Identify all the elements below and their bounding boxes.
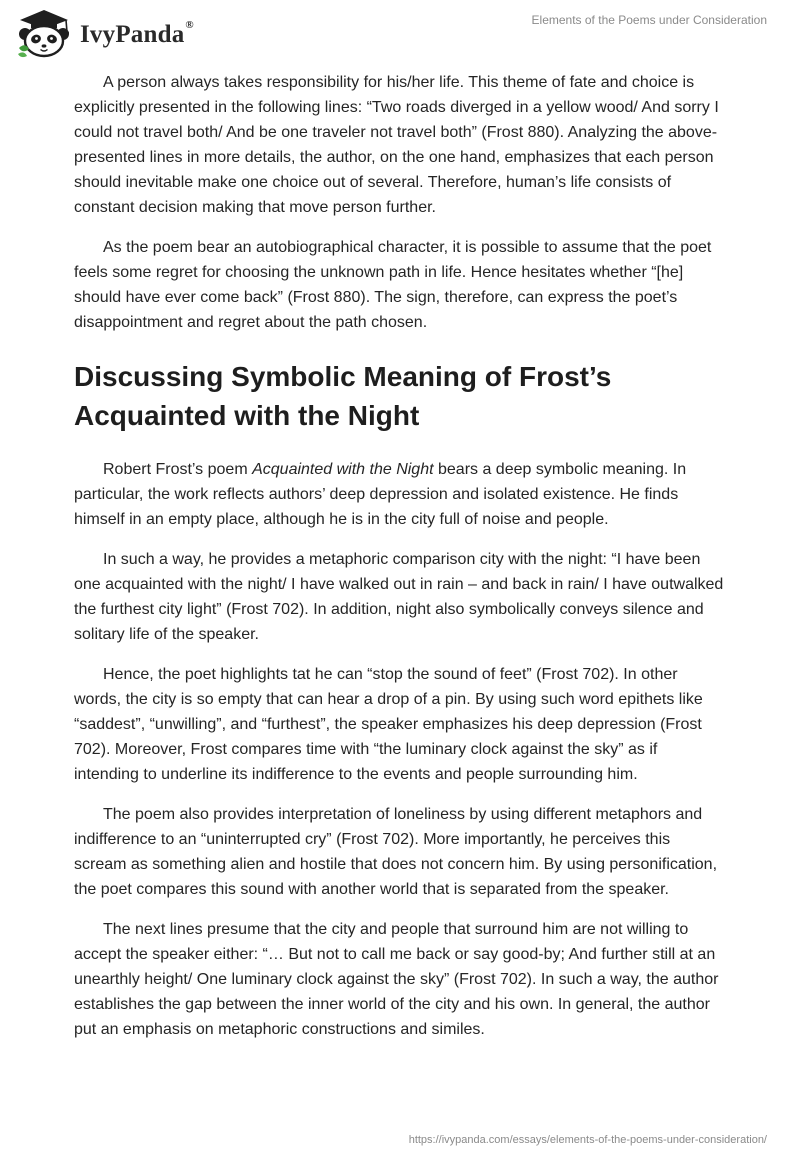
document-title: Elements of the Poems under Consideration (531, 13, 767, 27)
logo-wordmark-text: IvyPanda (80, 21, 185, 48)
essay-content (74, 70, 724, 1057)
paragraph-2: As the poem bear an autobiographical character, it is possible to assume that the poet feels some regret for choosing the unknown path in life. Hence hesitates whether “[he] should have ever come back” (Frost 880). The sign, therefore, can express the poet’s disappointment and regret about the path chosen. (74, 239, 712, 331)
page-header (0, 0, 800, 70)
paragraph-6: The poem also provides interpretation of loneliness by using different metaphors and indifference to an “uninterrupted cry” (Frost 702). More importantly, he perceives this scream as something alien and hostile that does not concern him. By using personification, the poet compares this sound with another world that is separated from the speaker. (74, 806, 718, 898)
section-heading: Discussing Symbolic Meaning of Frost’s Acquainted with the Night (74, 361, 612, 431)
paragraph-5: Hence, the poet highlights tat he can “stop the sound of feet” (Frost 702). In other words, the city is so empty that can hear a drop of a pin. By using such word epithets like “saddest”, “unwilling”, and “furthest”, the speaker emphasizes his deep depression (Frost 702). Moreover, Frost compares time with “the luminary clock against the sky” as if intending to underline its indifference to the events and people surrounding him. (74, 666, 703, 783)
panda-graduate-icon (14, 8, 74, 60)
paragraph-7: The next lines presume that the city and people that surround him are not willing to accept the speaker either: “… But not to call me back or say good-by; And further still at an unearthly height/ One luminary clock against the sky” (Frost 702). In such a way, the author establishes the gap between the inner world of the city and his own. In general, the author put an emphasis on metaphoric constructions and similes. (74, 921, 719, 1038)
logo-wordmark (80, 21, 194, 49)
registered-mark: ® (185, 19, 194, 31)
paragraph-3-lead: Robert Frost’s poem (103, 461, 253, 478)
poem-title: Acquainted with the Night (252, 461, 434, 478)
source-url-link[interactable]: https://ivypanda.com/essays/elements-of-the-poems-under-consideration/ (408, 1134, 767, 1146)
paragraph-4: In such a way, he provides a metaphoric comparison city with the night: “I have been one acquainted with the night/ I have walked out in rain – and back in rain/ I have outwalked the furthest city light” (Frost 702). In addition, night also symbolically conveys silence and solitary life of the speaker. (74, 551, 724, 643)
paragraph-3 (74, 457, 724, 532)
paragraph-3-rest: bears a deep symbolic meaning. In particular, the work reflects authors’ deep depression and isolated existence. He finds himself in an empty place, although he is in the city full of noise and people. (74, 461, 687, 528)
ivypanda-logo[interactable] (14, 8, 194, 60)
paragraph-1: A person always takes responsibility for his/her life. This theme of fate and choice is explicitly presented in the following lines: “Two roads diverged in a yellow wood/ And sorry I could not travel both/ And be one traveler not travel both” (Frost 880). Analyzing the above-presented lines in more details, the author, on the one hand, emphasizes that each person should inevitable make one choice out of several. Therefore, human’s life consists of constant decision making that move person further. (74, 74, 719, 216)
